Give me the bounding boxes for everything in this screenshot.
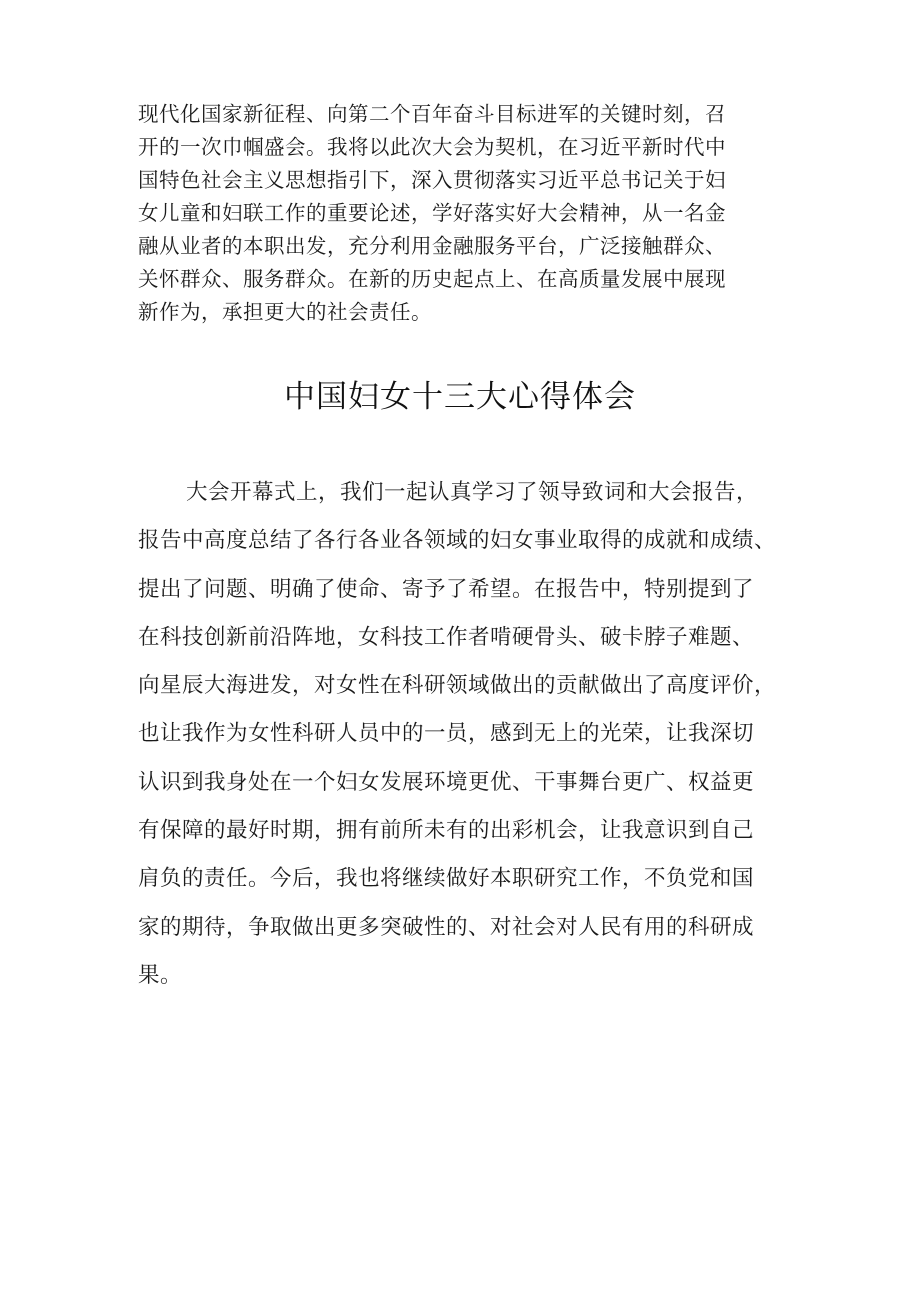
- body-line: 果。: [138, 962, 183, 988]
- intro-line: 开的一次巾帼盛会。我将以此次大会为契机，在习近平新时代中: [138, 135, 726, 159]
- body-line: 肩负的责任。今后，我也将继续做好本职研究工作，不负党和国: [138, 866, 755, 892]
- intro-line: 国特色社会主义思想指引下，深入贯彻落实习近平总书记关于妇: [138, 168, 726, 192]
- body-paragraph: [138, 469, 810, 1000]
- body-line: 家的期待，争取做出更多突破性的、对社会对人民有用的科研成: [138, 914, 755, 940]
- section-heading: 中国妇女十三大心得体会: [284, 379, 636, 415]
- body-line: 向星辰大海进发，对女性在科研领域做出的贡献做出了高度评价，: [138, 673, 777, 699]
- body-line: 提出了问题、明确了使命、寄予了希望。在报告中，特别提到了: [138, 576, 755, 602]
- intro-line: 融从业者的本职出发，充分利用金融服务平台，广泛接触群众、: [138, 234, 726, 258]
- intro-line: 关怀群众、服务群众。在新的历史起点上、在高质量发展中展现: [138, 267, 726, 291]
- intro-line: 现代化国家新征程、向第二个百年奋斗目标进军的关键时刻，召: [138, 102, 726, 126]
- intro-line: 女儿童和妇联工作的重要论述，学好落实好大会精神，从一名金: [138, 201, 726, 225]
- body-line: 大会开幕式上，我们一起认真学习了领导致词和大会报告，: [186, 480, 759, 505]
- body-line: 也让我作为女性科研人员中的一员，感到无上的光荣，让我深切: [138, 721, 755, 747]
- intro-paragraph: [138, 98, 810, 329]
- body-line: 在科技创新前沿阵地，女科技工作者啃硬骨头、破卡脖子难题、: [138, 624, 755, 650]
- body-line: 有保障的最好时期，拥有前所未有的出彩机会，让我意识到自己: [138, 818, 755, 844]
- intro-line: 新作为，承担更大的社会责任。: [138, 300, 432, 324]
- body-line: 报告中高度总结了各行各业各领域的妇女事业取得的成就和成绩、: [138, 528, 777, 554]
- body-line: 认识到我身处在一个妇女发展环境更优、干事舞台更广、权益更: [138, 769, 755, 795]
